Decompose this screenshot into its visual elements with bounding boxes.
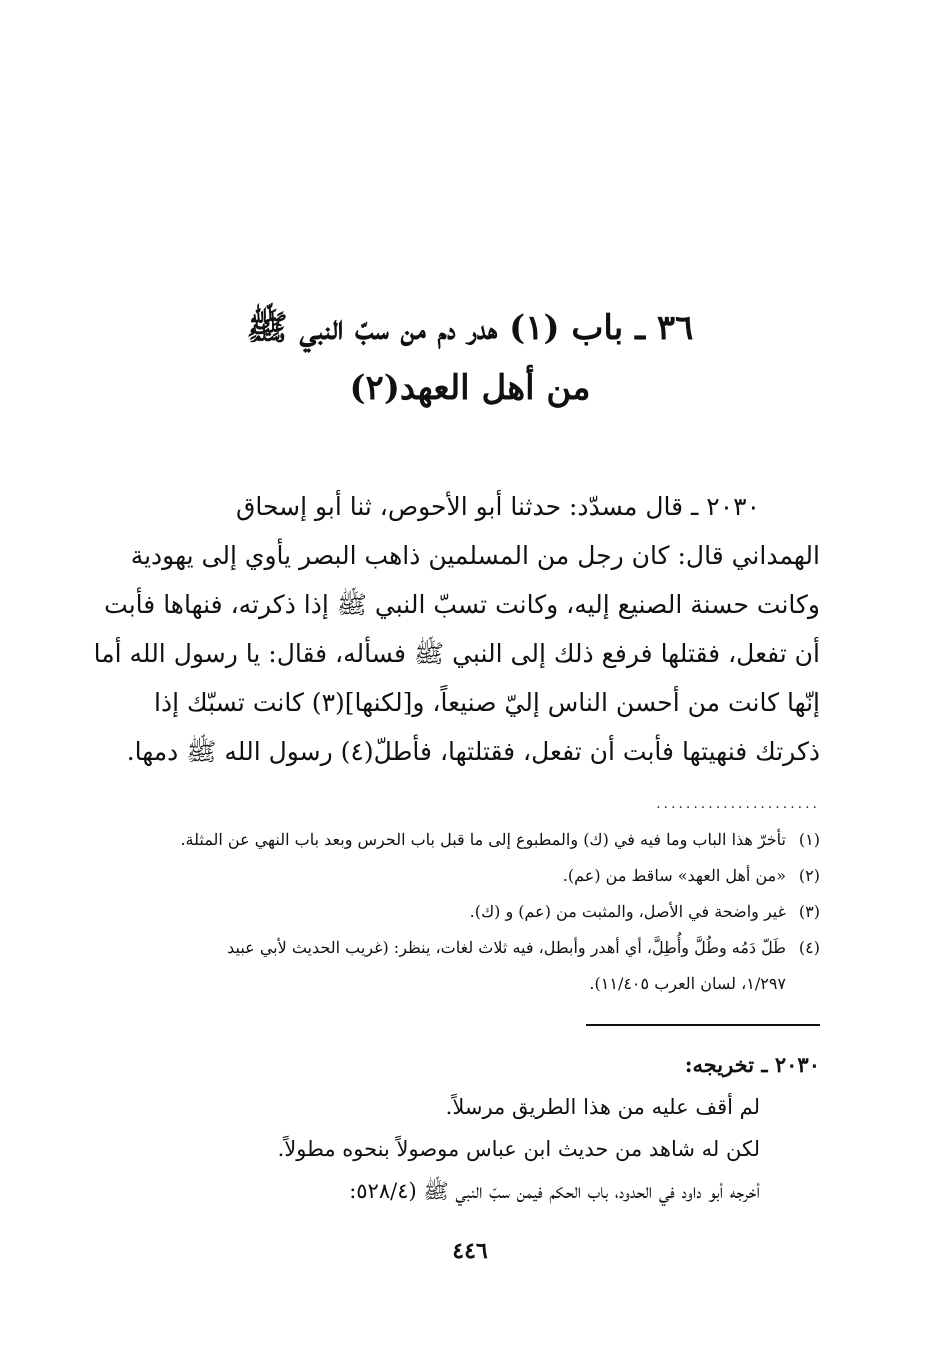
footnote-1: [100, 822, 820, 858]
takhrij-heading: ٢٠٣٠ ـ تخريجه:: [684, 1052, 820, 1077]
footnote-number: (٢): [798, 866, 820, 885]
footnote-4: [100, 930, 820, 966]
chapter-title-line-1: ٣٦ ـ باب (١) هدر دم من سبّ النبي ﷺ: [246, 308, 694, 348]
section-rule: [586, 1024, 820, 1026]
footnote-text: «من أهل العهد» ساقط من (عم).: [562, 866, 786, 885]
page-number: ٤٤٦: [452, 1238, 488, 1264]
chapter-title: [100, 298, 840, 418]
footnote-4-continued: [100, 966, 820, 1002]
hadith-line: أن تفعل، فقتلها فرفع ذلك إلى النبي ﷺ فسأله، فقال: يا رسول الله أما: [93, 639, 820, 668]
hadith-line: ذكرتك فنهيتها فأبت أن تفعل، فقتلتها، فأطلّ(٤) رسول الله ﷺ دمها.: [126, 737, 820, 766]
takhrij-line: أخرجه أبو داود في الحدود، باب الحكم فيمن سبّ النبي ﷺ (٥٢٨/٤:: [349, 1179, 760, 1203]
footnote-number: (٤): [798, 938, 820, 957]
footnote-number: (٣): [798, 902, 820, 921]
footnote-text: طَلّ دَمُه وطُلَّ وأُطِلَّ، أي أهدر وأبطل، فيه ثلاث لغات، ينظر: (غريب الحديث لأبي عبيد: [227, 938, 786, 957]
footnote-number: (١): [798, 830, 820, 849]
footnote-text: ١/٢٩٧، لسان العرب ١١/٤٠٥).: [589, 974, 786, 993]
footnote-text: تأخرّ هذا الباب وما فيه في (ك) والمطبوع إلى ما قبل باب الحرس وبعد باب النهي عن المثلة.: [180, 830, 786, 849]
hadith-line: ٢٠٣٠ ـ قال مسدّد: حدثنا أبو الأحوص، ثنا أبو إسحاق: [235, 492, 760, 521]
hadith-line: وكانت حسنة الصنيع إليه، وكانت تسبّ النبي ﷺ إذا ذكرته، فنهاها فأبت: [104, 590, 820, 619]
footnote-separator-dots: ......................: [656, 796, 820, 812]
hadith-line: إنّها كانت من أحسن الناس إليّ صنيعاً، و[لكنها](٣) كانت تسبّك إذا: [154, 688, 820, 717]
footnotes: [100, 822, 820, 1002]
footnote-2: [100, 858, 820, 894]
takhrij-section: [100, 1044, 820, 1212]
takhrij-line: لم أقف عليه من هذا الطريق مرسلاً.: [445, 1095, 760, 1119]
footnote-text: غير واضحة في الأصل، والمثبت من (عم) و (ك).: [469, 902, 786, 921]
hadith-text: [93, 482, 820, 776]
footnote-3: [100, 894, 820, 930]
hadith-line: الهمداني قال: كان رجل من المسلمين ذاهب البصر يأوي إلى يهودية: [130, 541, 820, 570]
footnote-number: [786, 966, 820, 1002]
takhrij-line: لكن له شاهد من حديث ابن عباس موصولاً بنحوه مطولاً.: [277, 1137, 760, 1161]
chapter-title-line-2: من أهل العهد(٢): [349, 368, 591, 408]
